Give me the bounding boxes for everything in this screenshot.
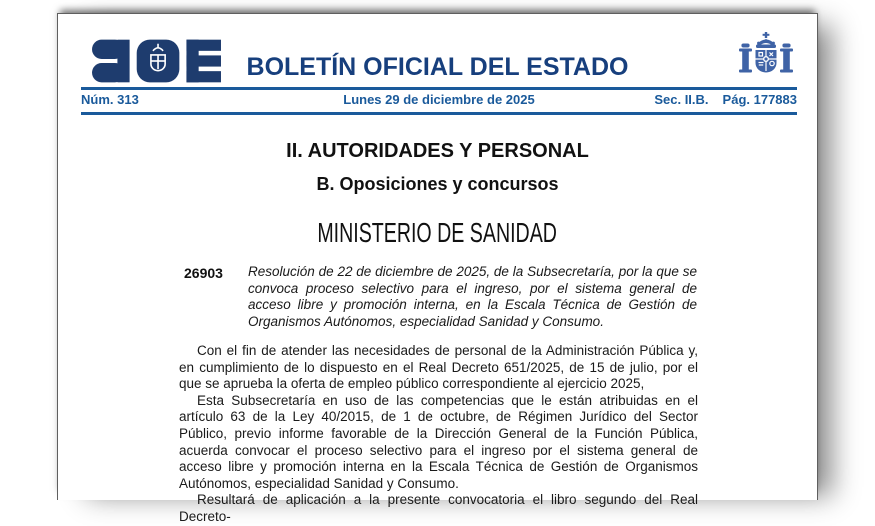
subsection-heading: B. Oposiciones y concursos xyxy=(316,174,559,194)
masthead-meta-row xyxy=(81,91,797,109)
section-ref: Sec. II.B. xyxy=(654,92,709,107)
issue-number: Núm. 313 xyxy=(81,92,139,107)
body-paragraph: Esta Subsecretaría en uso de las competencias que le están atribuidas en el artículo 63 de la Ley 40/2015, de 1 de octubre, de Régimen Jurídico del Sector Público, previo informe favorable de la Dirección General de la Función Pública, acuerda convocar el proceso selectivo para el ingreso por el sistema general de acceso libre y promoción interna en la Escala Técnica de Gestión de Organismos Autónomos, especialidad Sanidad y Consumo. xyxy=(179,392,698,491)
masthead-title: BOLETÍN OFICIAL DEL ESTADO xyxy=(246,53,629,81)
body-text xyxy=(179,343,698,526)
ministry-heading-text: MINISTERIO DE SANIDAD xyxy=(317,217,558,248)
announcement-summary: Resolución de 22 de diciembre de 2025, de la Subsecretaría, por la que se convoca proceso selectivo para el ingreso, por el sistema general de acceso libre y promoción interna, en la Escala Técnica de Gestión de Organismos Autónomos, especialidad Sanidad y Consumo. xyxy=(248,264,697,329)
section-page-ref xyxy=(640,92,797,107)
boe-document-page xyxy=(57,13,818,524)
header-rule-bottom xyxy=(81,112,797,115)
issue-date: Lunes 29 de diciembre de 2025 xyxy=(343,92,535,107)
body-paragraph: Con el fin de atender las necesidades de personal de la Administración Pública y, en cumplimiento de lo dispuesto en el Real Decreto 651/2025, de 15 de julio, por el que se aprueba la oferta de empleo público correspondiente al ejercicio 2025, xyxy=(179,343,698,392)
spain-coat-of-arms-icon xyxy=(734,32,798,90)
body-paragraph: Resultará de aplicación a la presente convocatoria el libro segundo del Real Decreto- xyxy=(179,492,698,524)
announcement-number: 26903 xyxy=(184,265,223,281)
page-ref: Pág. 177883 xyxy=(722,92,797,107)
section-heading: II. AUTORIDADES Y PERSONAL xyxy=(286,140,589,162)
header-rule-top xyxy=(81,87,797,90)
ministry-heading xyxy=(58,217,817,249)
